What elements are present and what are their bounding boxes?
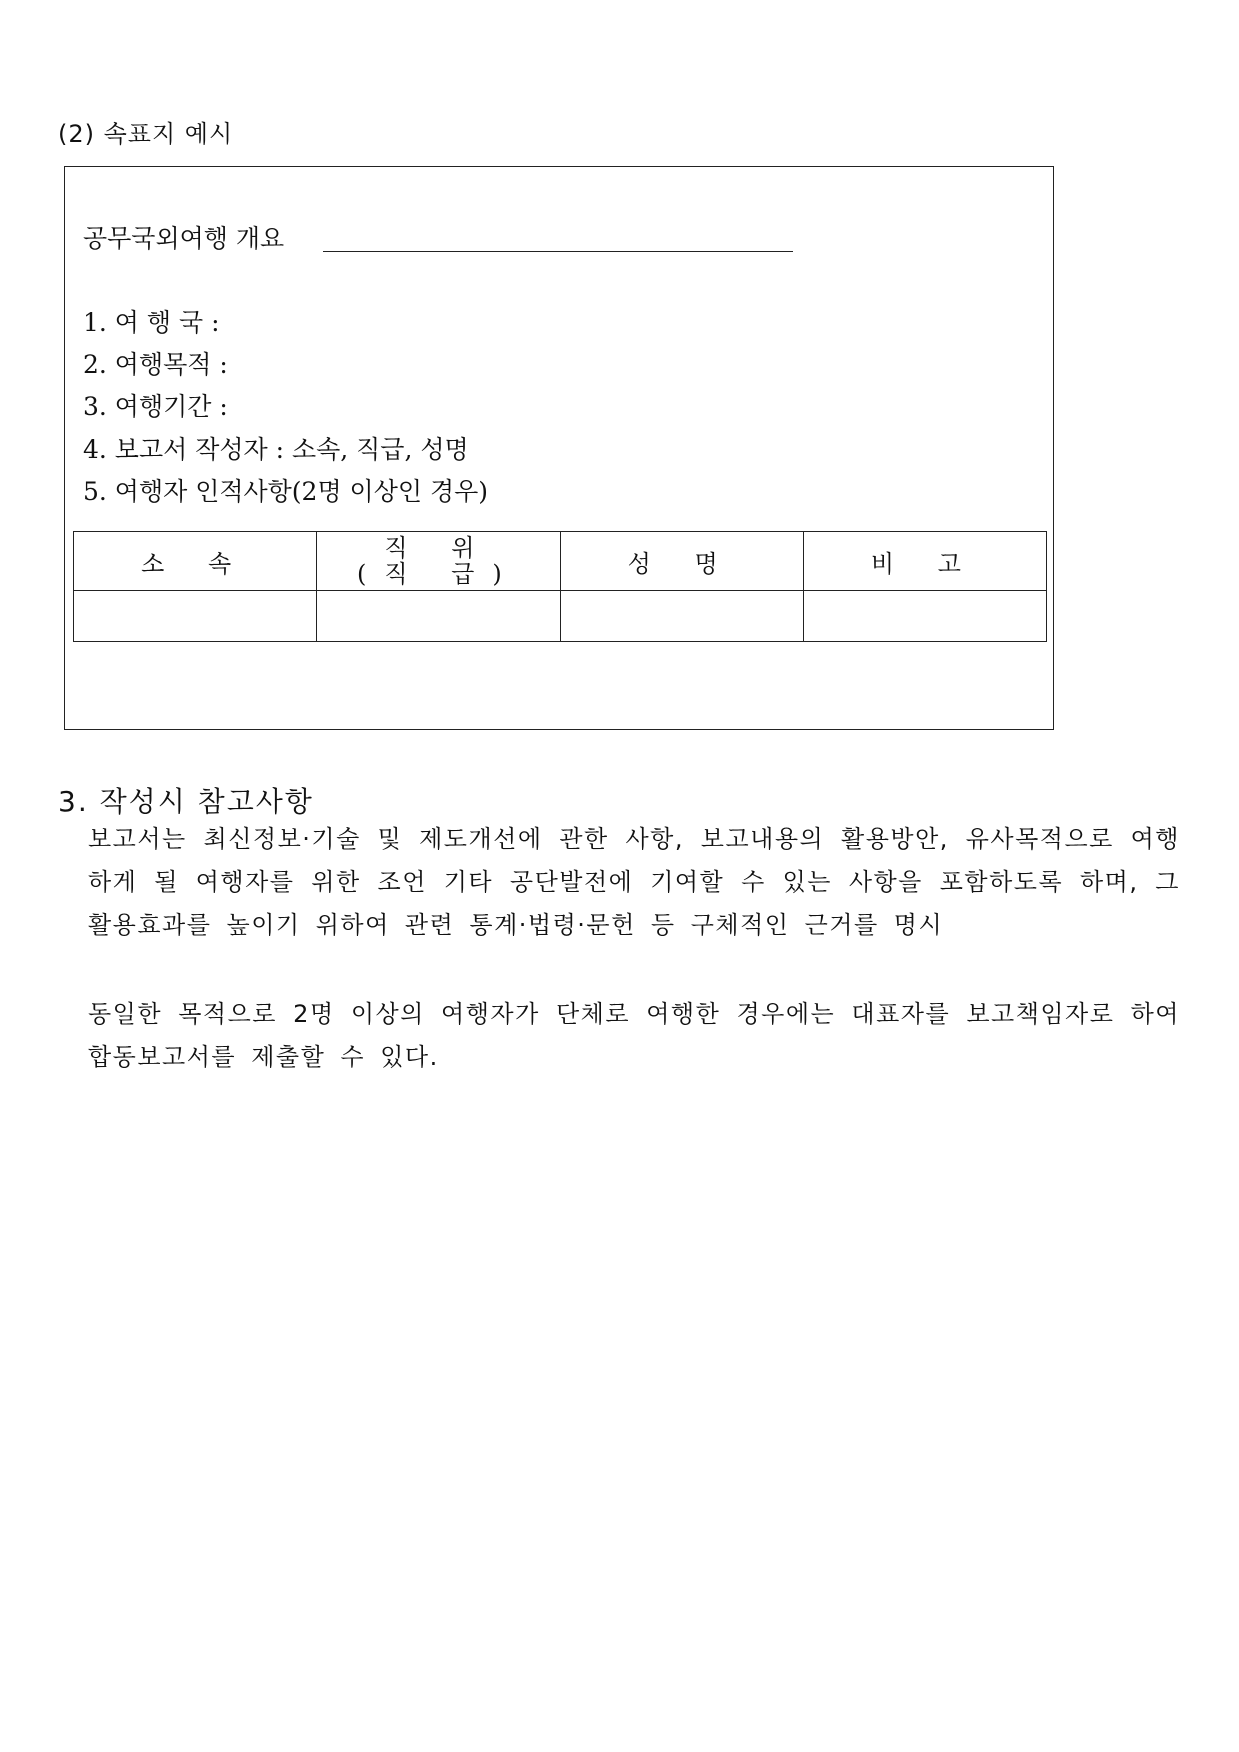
table-cell (803, 591, 1046, 642)
item-travel-period: 3. 여행기간 : (83, 392, 228, 421)
table-row (74, 591, 1047, 642)
header-cell-position: 직 위 (직 급) (317, 532, 560, 591)
table-header-row (74, 532, 1047, 591)
item-report-author: 4. 보고서 작성자 : 소속, 직급, 성명 (83, 435, 469, 464)
item-travel-country: 1. 여 행 국 : (83, 308, 220, 337)
overview-title-blank-line (323, 251, 793, 252)
subsection-heading: (2) 속표지 예시 (58, 120, 234, 148)
guideline-paragraph-2: 동일한 목적으로 2명 이상의 여행자가 단체로 여행한 경우에는 대표자를 보고책임자로 하여 합동보고서를 제출할 수 있다. (88, 1000, 1180, 1071)
header-cell-remarks: 비 고 (803, 532, 1046, 591)
item-travel-purpose: 2. 여행목적 : (83, 350, 228, 379)
personnel-table (73, 531, 1047, 642)
section-heading: 3. 작성시 참고사항 (58, 785, 314, 818)
sample-cover-box (64, 166, 1054, 730)
overview-label: 공무국외여행 개요 (83, 224, 285, 253)
header-cell-affiliation: 소 속 (74, 532, 317, 591)
header-cell-name: 성 명 (560, 532, 803, 591)
item-traveler-info: 5. 여행자 인적사항(2명 이상인 경우) (83, 477, 489, 506)
table-cell (560, 591, 803, 642)
guideline-paragraph-1: 보고서는 최신정보·기술 및 제도개선에 관한 사항, 보고내용의 활용방안, 유사목적으로 여행하게 될 여행자를 위한 조언 기타 공단발전에 기여할 수 있는 사항을 포함하도록 하며, 그 활용효과를 높이기 위하여 관련 통계·법령·문헌 등 구체적인 근거를 명시 (88, 825, 1180, 939)
table-cell (74, 591, 317, 642)
table-cell (317, 591, 560, 642)
